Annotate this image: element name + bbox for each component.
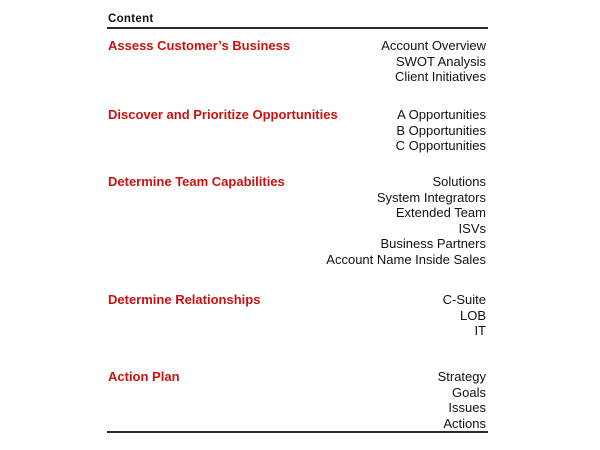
list-item: Account Overview — [381, 38, 486, 53]
bottom-divider — [107, 431, 488, 433]
list-item: Actions — [443, 415, 486, 431]
section-title: Assess Customer’s Business — [108, 38, 291, 53]
section-items — [326, 174, 486, 267]
list-item: Extended Team — [395, 205, 486, 220]
section-title: Discover and Prioritize Opportunities — [108, 107, 338, 122]
list-item: Business Partners — [380, 236, 486, 251]
section-title: Determine Relationships — [108, 292, 261, 307]
top-divider — [107, 27, 488, 29]
section-title: Determine Team Capabilities — [108, 174, 285, 189]
section-title: Action Plan — [108, 369, 180, 384]
list-item: B Opportunities — [396, 122, 486, 138]
list-item: ISVs — [458, 220, 486, 236]
list-item: Strategy — [437, 369, 486, 384]
list-item: C Opportunities — [395, 138, 486, 153]
list-item: Account Name Inside Sales — [326, 251, 486, 267]
list-item: LOB — [459, 307, 486, 323]
list-item: A Opportunities — [397, 107, 486, 122]
section-items — [438, 369, 486, 431]
list-item: SWOT Analysis — [395, 53, 486, 69]
list-item: IT — [474, 323, 486, 338]
section-items — [443, 292, 486, 339]
list-item: Client Initiatives — [394, 69, 486, 84]
page-header: Content — [108, 13, 154, 25]
section-items — [396, 107, 486, 154]
list-item: C-Suite — [442, 292, 486, 307]
section-items — [381, 38, 486, 85]
list-item: Issues — [448, 400, 486, 415]
list-item: System Integrators — [376, 189, 486, 205]
list-item: Goals — [452, 384, 486, 400]
list-item: Solutions — [432, 174, 486, 189]
